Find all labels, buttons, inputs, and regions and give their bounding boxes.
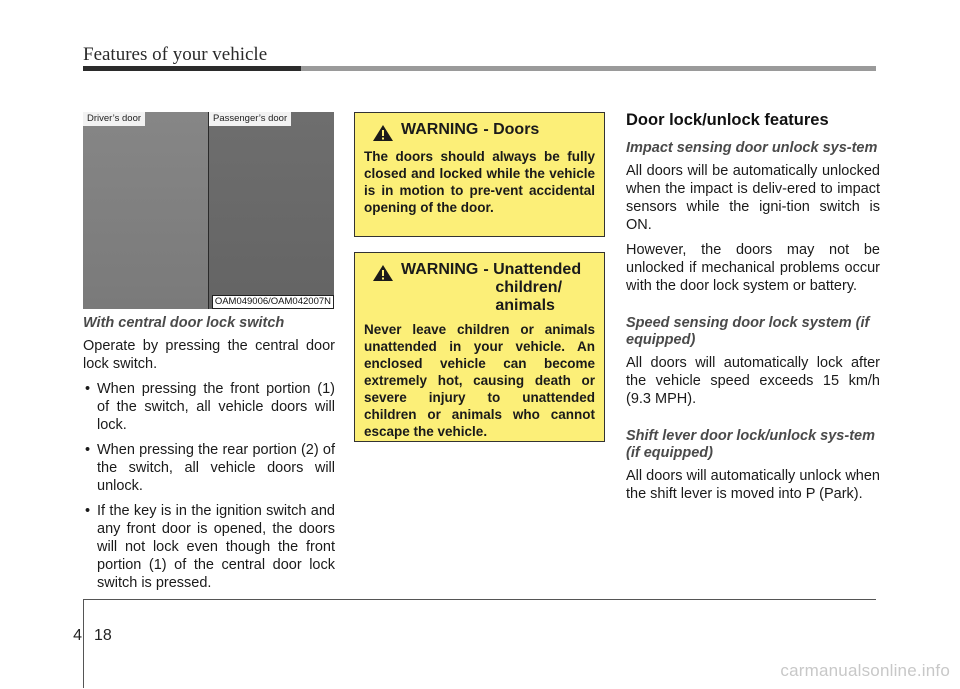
footer-rule: [83, 599, 876, 600]
central-lock-column: [83, 112, 335, 599]
bullet-item: • When pressing the front portion (1) of the switch, all vehicle doors will lock.: [83, 380, 335, 434]
page-number: [70, 627, 112, 645]
warning-topic: - Doors: [483, 121, 540, 138]
shift-heading: Shift lever door lock/unlock sys-tem (if equipped): [626, 428, 875, 461]
warning-triangle-icon: [372, 264, 394, 282]
speed-paragraph: All doors will automatically lock after the vehicle speed exceeds 15 km/h (9.3 MPH).: [626, 355, 880, 407]
section-title: Door lock/unlock features: [626, 111, 829, 129]
figure-code: OAM049006/OAM042007N: [212, 295, 334, 309]
warning-body: The doors should always be fully closed and locked while the vehicle is in motion to pre-vent accidental opening of the door.: [364, 149, 595, 215]
watermark: carmanualsonline.info: [780, 661, 950, 680]
warning-header: [364, 261, 595, 315]
bullet-item: • If the key is in the ignition switch and any front door is opened, the doors will not lock even though the front portion (1) of the central door lock switch is pressed.: [83, 502, 335, 592]
bullet-item: • When pressing the rear portion (2) of the switch, all vehicle doors will unlock.: [83, 441, 335, 495]
warning-triangle-icon: [372, 124, 394, 142]
drivers-door-label: Driver’s door: [83, 112, 145, 126]
chapter-number: 4: [73, 627, 82, 644]
warning-word: WARNING: [401, 261, 479, 278]
page-number-value: 18: [94, 627, 112, 644]
impact-heading: Impact sensing door unlock sys-tem: [626, 140, 878, 156]
warning-word: WARNING: [401, 121, 479, 138]
central-lock-heading: With central door lock switch: [83, 315, 285, 331]
shift-paragraph: All doors will automatically unlock when the shift lever is moved into P (Park).: [626, 468, 880, 502]
passengers-door-label: Passenger’s door: [209, 112, 291, 126]
warning-topic: - Unattended children/ animals: [483, 261, 582, 314]
door-switch-figure: [83, 112, 334, 309]
page-header-title: Features of your vehicle: [83, 44, 268, 65]
warning-header: [364, 121, 595, 142]
speed-heading: Speed sensing door lock system (if equipped): [626, 315, 870, 348]
passengers-door-photo: [209, 112, 334, 309]
drivers-door-photo: [83, 112, 208, 309]
central-lock-intro: Operate by pressing the central door lock switch.: [83, 338, 335, 372]
header-rule: [83, 66, 876, 71]
door-features-column: [626, 110, 880, 510]
impact-paragraph-2: However, the doors may not be unlocked if mechanical problems occur with the door lock system or battery.: [626, 242, 880, 294]
central-lock-bullets: [83, 380, 335, 592]
warning-box-doors: [354, 112, 605, 237]
impact-paragraph-1: All doors will be automatically unlocked when the impact is deliv-ered to impact sensors while the igni-tion switch is ON.: [626, 163, 880, 233]
warning-body: Never leave children or animals unattended in your vehicle. An enclosed vehicle can become extremely hot, causing death or severe injury to unattended children or animals who cannot escape the vehicle.: [364, 322, 595, 439]
warning-box-unattended: [354, 252, 605, 442]
